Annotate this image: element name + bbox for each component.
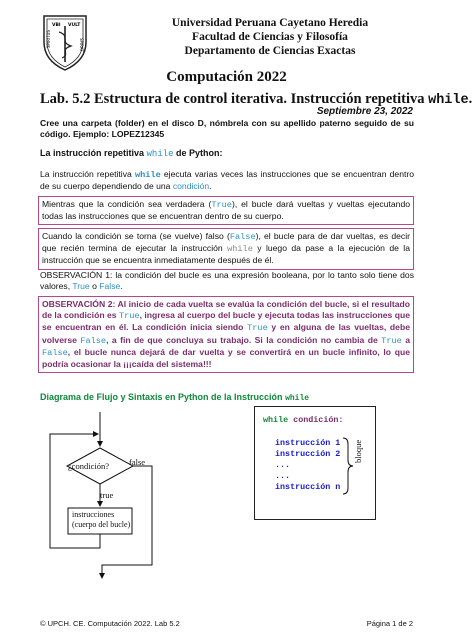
svg-text:SPIRITUS: SPIRITUS — [46, 30, 51, 48]
flow-body-label: instrucciones (cuerpo del bucle) — [72, 510, 131, 529]
section-heading-diagram: Diagrama de Flujo y Sintaxis en Python de la Instrucción while — [40, 392, 310, 403]
footer-page-number: Página 1 de 2 — [366, 619, 413, 628]
code-line-4: ... — [275, 460, 291, 470]
flow-true-label: true — [100, 490, 114, 500]
instruction-text: Cree una carpeta (folder) en el disco D, nómbrela con su apellido paterno seguido de su código. Ejemplo: LOPEZ12345 — [40, 118, 414, 140]
svg-text:VBI: VBI — [52, 23, 61, 28]
code-line-6: instrucción n — [275, 482, 341, 492]
while-syntax-box — [254, 406, 376, 520]
university-logo — [40, 12, 90, 72]
flow-condition-label: ¿condición? — [68, 461, 110, 471]
course-title: Computación 2022 — [166, 69, 287, 85]
observation-1: OBSERVACIÓN 1: la condición del bucle es una expresión booleana, por lo tanto solo tiene dos valores, True o False. — [40, 270, 414, 292]
code-line-1: while condición: — [263, 415, 344, 425]
true-condition-box: Mientras que la condición sea verdadera (True), el bucle dará vueltas y vueltas ejecutando todas las instrucciones que se encuentran dentro de su cuerpo. — [38, 196, 414, 225]
code-condition: condición: — [293, 415, 344, 425]
flow-false-label: false — [129, 457, 146, 467]
lab-date: Septiembre 23, 2022 — [316, 106, 413, 117]
false-condition-box: Cuando la condición se torna (se vuelve) falso (False), el bucle para de dar vueltas, es decir que recién termina de ejecutar la instrucción while y luego da pase a la ejecución de la instrucción que se encuentra inmediatamente después de él. — [38, 228, 414, 270]
university-name: Universidad Peruana Cayetano Heredia — [171, 17, 369, 29]
section-heading-while: La instrucción repetitiva while de Python: — [40, 148, 223, 159]
footer-left: © UPCH. CE. Computación 2022. Lab 5.2 — [40, 619, 180, 628]
code-line-3: instrucción 2 — [275, 449, 341, 459]
code-line-5: ... — [275, 471, 291, 481]
svg-text:VULT: VULT — [68, 23, 81, 28]
department-name: Departamento de Ciencias Exactas — [184, 45, 356, 57]
svg-text:SPIRAT: SPIRAT — [79, 38, 84, 52]
block-label: bloque — [353, 439, 363, 463]
code-line-2: instrucción 1 — [275, 438, 341, 448]
lab-title: Lab. 5.2 Estructura de control iterativa. Instrucción repetitiva while. — [40, 91, 472, 108]
paragraph-intro: La instrucción repetitiva while ejecuta varias veces las instrucciones que se encuentran dentro de su cuerpo dependiendo de una condición. — [40, 169, 415, 192]
flow-diagram — [40, 410, 190, 580]
observation-2-box: OBSERVACIÓN 2: Al inicio de cada vuelta se evalúa la condición del bucle, si el resultado de la condición es True, ingresa al cuerpo del bucle y ejecuta todas las instrucciones que se encuentran en él. La condición inicia siendo True y en alguna de las vueltas, debe volverse False, a fin de que concluya su trabajo. Si la condición no cambia de True a False, el bucle nunca dejará de dar vuelta y se convertirá en un bucle infinito, lo que podría ocasionar la ¡¡¡caída del sistema!!! — [38, 296, 414, 373]
faculty-name: Facultad de Ciencias y Filosofía — [192, 31, 348, 43]
